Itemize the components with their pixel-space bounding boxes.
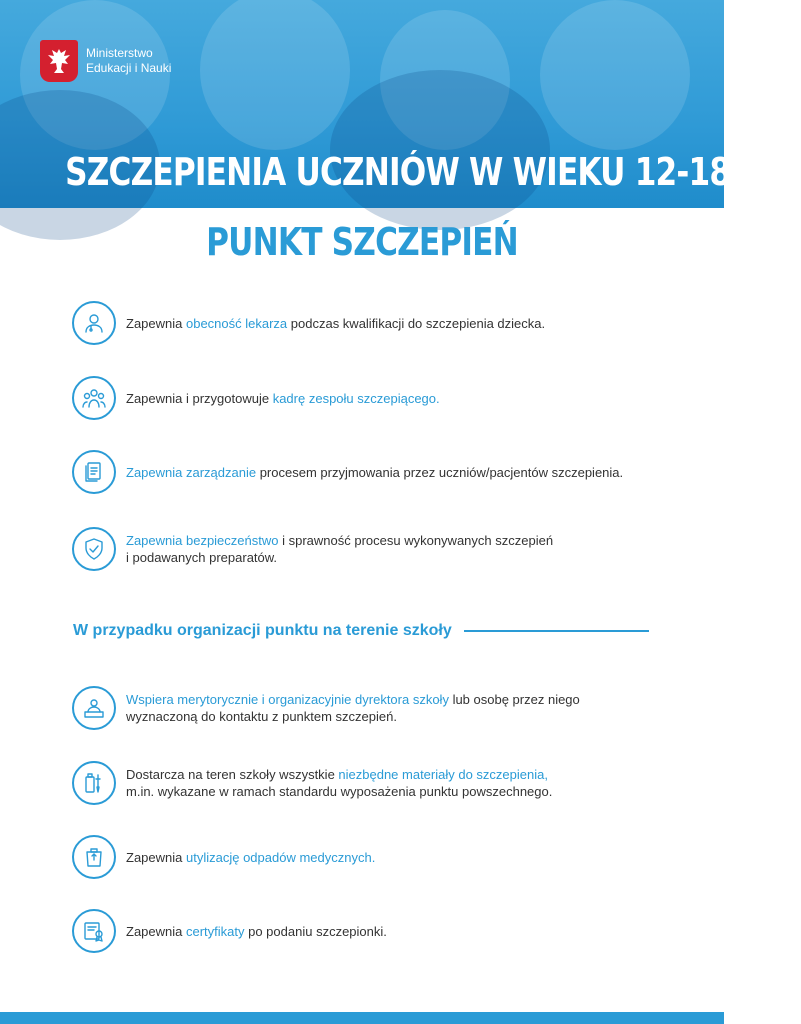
section-divider — [464, 630, 649, 632]
text-segment: i sprawność procesu wykonywanych szczepień — [278, 533, 554, 548]
section-heading — [73, 622, 649, 640]
shield-icon — [72, 527, 116, 571]
text-segment: po podaniu szczepionki. — [244, 923, 387, 939]
ministry-logo — [40, 40, 171, 82]
text-segment: Dostarcza na teren szkoły wszystkie — [126, 767, 339, 782]
item-text — [126, 315, 545, 332]
item-text — [126, 849, 375, 866]
vaccine-supplies-icon — [72, 761, 116, 805]
highlighted-text: utylizację odpadów medycznych. — [185, 849, 376, 865]
text-segment: podczas kwalifikacji do szczepienia dziecka. — [287, 315, 546, 331]
eagle-emblem-icon — [40, 40, 78, 82]
text-segment: wyznaczoną do kontaktu z punktem szczepień. — [126, 709, 397, 724]
item-text-line — [126, 691, 580, 708]
doctor-icon — [72, 301, 116, 345]
text-segment: Zapewnia — [126, 849, 186, 865]
item-text-line — [126, 464, 623, 481]
highlighted-text: Wspiera merytorycznie i organizacyjnie dyrektora szkoły — [126, 692, 449, 707]
item-text — [126, 532, 553, 566]
item-text-line — [126, 766, 552, 783]
header-banner — [0, 0, 801, 208]
item-text-line — [126, 849, 375, 866]
text-segment: Zapewnia i przygotowuje — [126, 390, 273, 406]
item-text — [126, 691, 580, 725]
highlighted-text: niezbędne materiały do szczepienia, — [338, 767, 548, 782]
item-text-line — [126, 390, 440, 407]
text-segment: Zapewnia — [126, 315, 186, 331]
documents-icon — [72, 450, 116, 494]
section-title: W przypadku organizacji punktu na terenie szkoły — [73, 622, 452, 639]
list-item — [72, 301, 672, 345]
item-text-line — [126, 783, 552, 800]
logo-line-2: Edukacji i Nauki — [86, 61, 172, 75]
text-segment: procesem przyjmowania przez uczniów/pacjentów szczepienia. — [256, 464, 624, 480]
highlighted-text: certyfikaty — [185, 923, 245, 939]
highlighted-text: Zapewnia zarządzanie — [126, 464, 257, 480]
list-item — [72, 527, 672, 571]
text-segment: lub osobę przez niego — [448, 692, 580, 707]
highlighted-text: kadrę zespołu szczepiącego. — [272, 390, 440, 406]
team-icon — [72, 376, 116, 420]
text-segment: i podawanych preparatów. — [126, 550, 278, 565]
photo-child-face — [200, 0, 350, 150]
item-text — [126, 766, 552, 800]
item-text — [126, 923, 387, 940]
school-director-icon — [72, 686, 116, 730]
highlighted-text: obecność lekarza — [185, 315, 288, 331]
list-item — [72, 909, 672, 953]
item-text-line — [126, 549, 553, 566]
list-item — [72, 376, 672, 420]
list-item — [72, 450, 672, 494]
item-text-line — [126, 532, 553, 549]
waste-bin-icon — [72, 835, 116, 879]
item-text-line — [126, 923, 387, 940]
logo-line-1: Ministerstwo — [86, 46, 153, 60]
footer-bar — [0, 1012, 724, 1024]
photo-child-face — [540, 0, 690, 150]
text-segment: m.in. wykazane w ramach standardu wyposażenia punktu powszechnego. — [126, 784, 553, 799]
certificate-icon — [72, 909, 116, 953]
item-text — [126, 464, 623, 481]
item-text-line — [126, 315, 545, 332]
list-item — [72, 761, 672, 805]
item-text-line — [126, 708, 580, 725]
list-item — [72, 835, 672, 879]
text-segment: Zapewnia — [126, 923, 186, 939]
page-subtitle: PUNKT SZCZEPIEŃ — [206, 220, 518, 264]
page-title: SZCZEPIENIA UCZNIÓW W WIEKU 12-18 LAT — [65, 150, 801, 194]
highlighted-text: Zapewnia bezpieczeństwo — [126, 533, 279, 548]
list-item — [72, 686, 672, 730]
item-text — [126, 390, 440, 407]
